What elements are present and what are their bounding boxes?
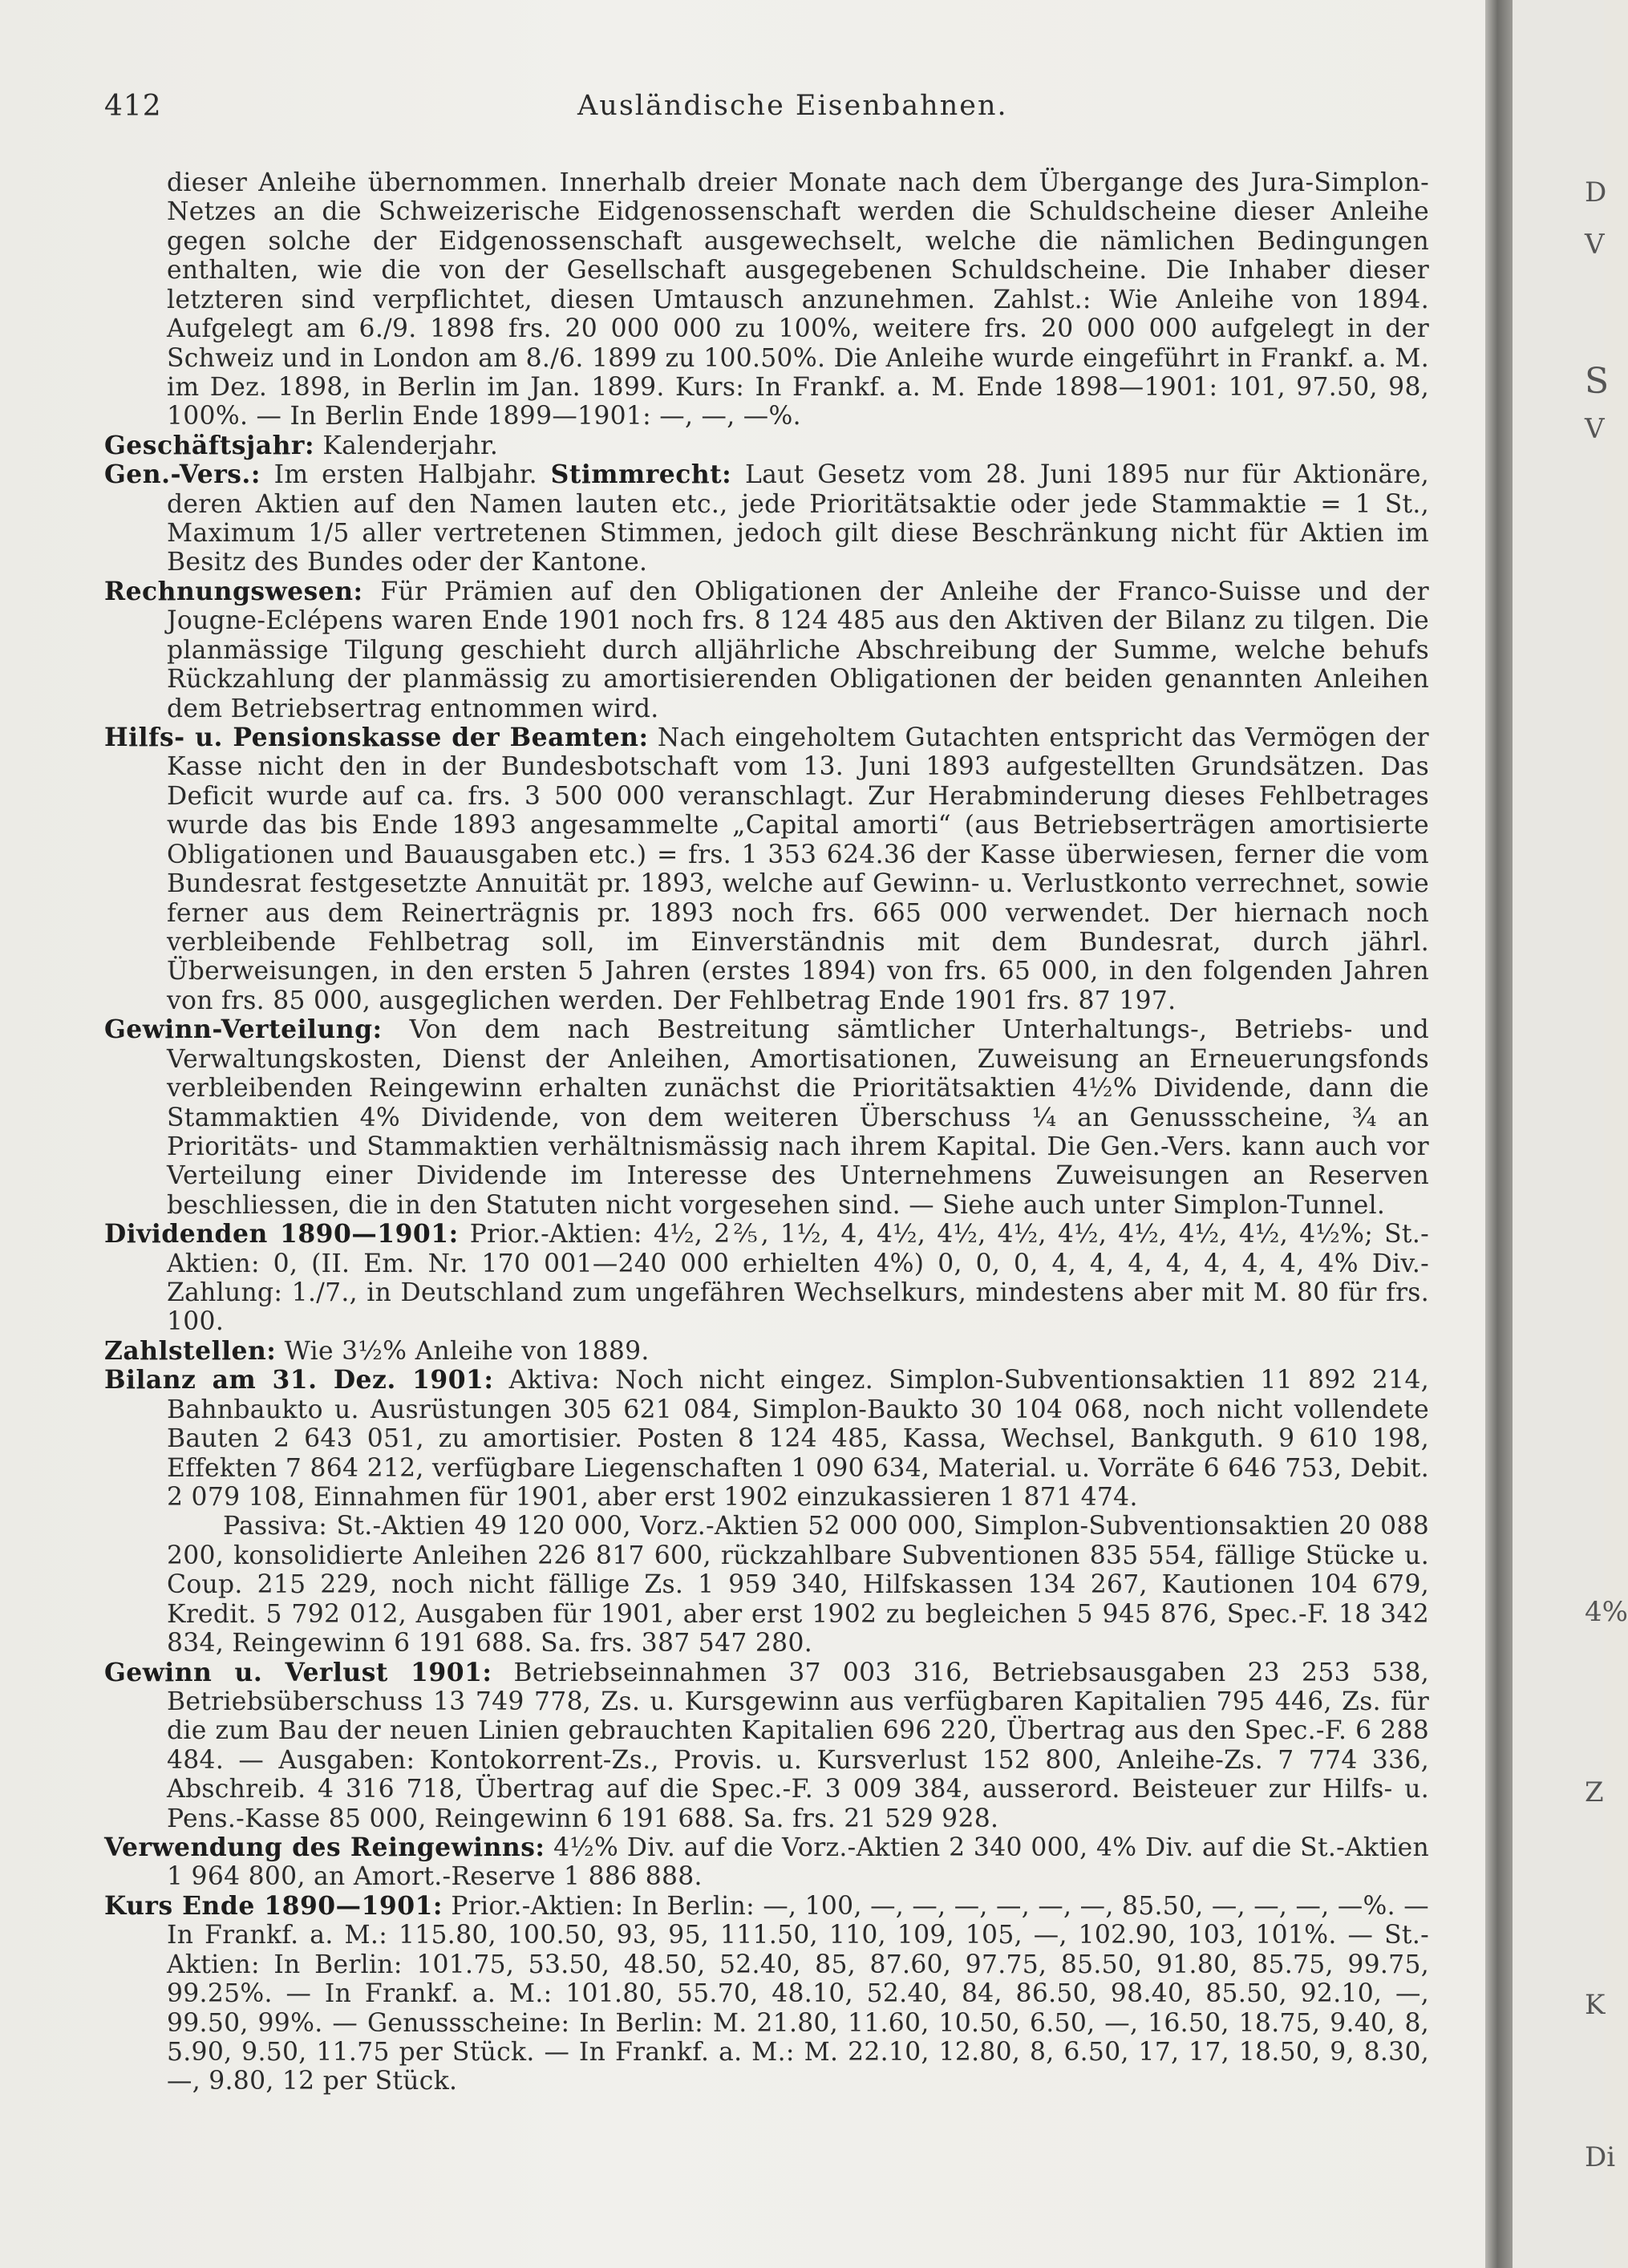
entry-text: Prior.-Aktien: 4½, 2⅖, 1½, 4, 4½, 4½, 4½, 4½, 4½, 4½, 4½, 4½%; St.-Aktien: 0, (II. Em. Nr. 170 001—240 000 erhielten 4%) 0, 0, 0, 4, 4, 4, 4, 4, 4, 4, 4% Div.-Zahlung: 1./7., in Deutschland zum ungefähren Wechselkurs, mindestens aber mit M. 80 für frs. 100. bbox=[167, 1220, 1430, 1337]
entry-label: Gen.-Vers.: bbox=[104, 460, 261, 490]
entry-text: Für Prämien auf den Obligationen der Anleihe der Franco-Suisse und der Jougne-Eclépens waren Ende 1901 noch frs. 8 124 485 aus den Aktiven der Bilanz zu tilgen. Die planmässige Tilgung geschieht durch alljährliche Abschreibung der Summe, welche behufs Rückzahlung der planmässig zu amortisierenden Obligationen der beiden genannten Anleihen dem Betriebsertrag entnommen wird. bbox=[167, 577, 1429, 723]
next-page-fragment: V bbox=[1585, 413, 1605, 445]
entry-bilanz-aktiva bbox=[104, 1366, 1429, 1512]
entry-label: Hilfs- u. Pensionskasse der Beamten: bbox=[104, 723, 649, 753]
entry-label: Geschäftsjahr: bbox=[104, 431, 315, 460]
entry-rechnungswesen bbox=[104, 577, 1429, 723]
entry-label: Rechnungswesen: bbox=[104, 577, 363, 606]
entry-zahlstellen bbox=[104, 1337, 1429, 1366]
next-page-fragment: Di bbox=[1585, 2141, 1616, 2173]
entry-label: Gewinn-Verteilung: bbox=[104, 1015, 383, 1045]
entry-kurs bbox=[104, 1892, 1429, 2096]
entry-verwendung bbox=[104, 1833, 1429, 1892]
entry-label: Kurs Ende 1890—1901: bbox=[104, 1891, 443, 1921]
entry-label: Zahlstellen: bbox=[104, 1336, 277, 1366]
entry-text: Wie 3½% Anleihe von 1889. bbox=[276, 1336, 650, 1366]
entry-bilanz-passiva bbox=[104, 1512, 1429, 1658]
entry-gewinn-verteilung bbox=[104, 1015, 1429, 1220]
continuation-paragraph: dieser Anleihe übernommen. Innerhalb dreier Monate nach dem Übergange des Jura-Simplon-Netzes an die Schweizerische Eidgenossenschaft werden die Schuldscheine dieser Anleihe gegen solche der Eidgenossenschaft ausgewechselt, welche die nämlichen Bedingungen enthalten, wie die von der Gesellschaft ausgegebenen Schuldscheine. Die Inhaber dieser letzteren sind verpflichtet, diesen Umtausch anzunehmen. Zahlst.: Wie Anleihe von 1894. Aufgelegt am 6./9. 1898 frs. 20 000 000 zu 100%, weitere frs. 20 000 000 aufgelegt in der Schweiz und in London am 8./6. 1899 zu 100.50%. Die Anleihe wurde eingeführt in Frankf. a. M. im Dez. 1898, in Berlin im Jan. 1899. Kurs: In Frankf. a. M. Ende 1898—1901: 101, 97.50, 98, 100%. — In Berlin Ende 1899—1901: —, —, —%. bbox=[167, 168, 1429, 431]
entry-gewinn-verlust bbox=[104, 1658, 1429, 1834]
entry-label: Bilanz am 31. Dez. 1901: bbox=[104, 1366, 494, 1395]
next-page-fragment: D bbox=[1585, 176, 1607, 209]
next-page-edge bbox=[1513, 0, 1628, 2268]
book-gutter bbox=[1485, 0, 1513, 2268]
entry-text: Betriebseinnahmen 37 003 316, Betriebsausgaben 23 253 538, Betriebsüberschuss 13 749 778, Zs. u. Kursgewinn aus verfügbaren Kapitalien 795 446, Zs. für die zum Bau der neuen Linien gebrauchten Kapitalien 696 220, Übertrag aus den Spec.-F. 6 288 484. — Ausgaben: Kontokorrent-Zs., Provis. u. Kursverlust 152 800, Anleihe-Zs. 7 774 336, Abschreib. 4 316 718, Übertrag auf die Spec.-F. 3 009 384, ausserord. Beisteuer zur Hilfs- u. Pens.-Kasse 85 000, Reingewinn 6 191 688. Sa. frs. 21 529 928. bbox=[167, 1658, 1429, 1833]
page-number: 412 bbox=[104, 90, 162, 123]
entry-text: Im ersten Halbjahr. bbox=[260, 460, 551, 490]
entry-label: Dividenden 1890—1901: bbox=[104, 1220, 459, 1249]
entry-text: Kalenderjahr. bbox=[314, 431, 499, 460]
entry-pensionskasse bbox=[104, 723, 1429, 1015]
next-page-fragment: 4% bbox=[1585, 1596, 1628, 1628]
next-page-fragment: K bbox=[1585, 1989, 1606, 2021]
entry-text: Nach eingeholtem Gutachten entspricht das Vermögen der Kasse nicht den in der Bundesbotschaft vom 13. Juni 1893 aufgestellten Grundsätzen. Das Deficit wurde auf ca. frs. 3 500 000 veranschlagt. Zur Herabminderung dieses Fehlbetrages wurde das bis Ende 1893 angesammelte „Capital amorti“ (aus Betriebserträgen amortisierte Obligationen und Bauausgaben etc.) = frs. 1 353 624.36 der Kasse überwiesen, ferner die vom Bundesrat festgesetzte Annuität pr. 1893, welche auf Gewinn- u. Verlustkonto verrechnet, sowie ferner aus dem Reinerträgnis pr. 1893 noch frs. 665 000 verwendet. Der hiernach noch verbleibende Fehlbetrag soll, im Einverständnis mit dem Bundesrat, durch jährl. Überweisungen, in den ersten 5 Jahren (erstes 1894) von frs. 65 000, in den folgenden Jahren von frs. 85 000, ausgeglichen werden. Der Fehlbetrag Ende 1901 frs. 87 197. bbox=[167, 723, 1429, 1015]
page-header bbox=[104, 90, 1428, 130]
next-page-fragment: S bbox=[1585, 361, 1610, 402]
entry-text: Prior.-Aktien: In Berlin: —, 100, —, —, —, —, —, —, 85.50, —, —, —, —%. — In Frankf. a. M.: 115.80, 100.50, 93, 95, 111.50, 110, 109, 105, —, 102.90, 103, 101%. — St.-Aktien: In Berlin: 101.75, 53.50, 48.50, 52.40, 85, 87.60, 97.75, 85.50, 91.80, 85.75, 99.75, 99.25%. — In Frankf. a. M.: 101.80, 55.70, 48.10, 52.40, 84, 86.50, 98.40, 85.50, 92.10, —, 99.50, 99%. — Genussscheine: In Berlin: M. 21.80, 11.60, 10.50, 6.50, —, 16.50, 18.75, 9.40, 8, 5.90, 9.50, 11.75 per Stück. — In Frankf. a. M.: M. 22.10, 12.80, 8, 6.50, 17, 17, 18.50, 9, 8.30, —, 9.80, 12 per Stück. bbox=[167, 1891, 1429, 2096]
body-text bbox=[104, 168, 1429, 2096]
next-page-fragment: Z bbox=[1585, 1776, 1604, 1808]
entry-text: 4½% Div. auf die Vorz.-Aktien 2 340 000, 4% Div. auf die St.-Aktien 1 964 800, an Amort.-Reserve 1 886 888. bbox=[167, 1833, 1430, 1892]
entry-dividenden bbox=[104, 1220, 1429, 1337]
entry-label-stimmrecht: Stimmrecht: bbox=[550, 460, 732, 490]
entry-geschaeftsjahr bbox=[104, 431, 1429, 460]
entry-text: Aktiva: Noch nicht eingez. Simplon-Subventionsaktien 11 892 214, Bahnbaukto u. Ausrüstungen 305 621 084, Simplon-Baukto 30 104 068, noch nicht vollendete Bauten 2 643 051, zu amortisier. Posten 8 124 485, Kassa, Wechsel, Bankguth. 9 610 198, Effekten 7 864 212, verfügbare Liegenschaften 1 090 634, Material. u. Vorräte 6 646 753, Debit. 2 079 108, Einnahmen für 1901, aber erst 1902 einzukassieren 1 871 474. bbox=[167, 1366, 1430, 1512]
entry-text: Passiva: St.-Aktien 49 120 000, Vorz.-Aktien 52 000 000, Simplon-Subventionsaktien 20 088 200, konsolidierte Anleihen 226 817 600, rückzahlbare Subventionen 835 554, fällige Stücke u. Coup. 215 229, noch nicht fällige Zs. 1 959 340, Hilfskassen 134 267, Kautionen 104 679, Kredit. 5 792 012, Ausgaben für 1901, aber erst 1902 zu begleichen 5 945 876, Spec.-F. 18 342 834, Reingewinn 6 191 688. Sa. frs. 387 547 280. bbox=[167, 1512, 1429, 1658]
entry-gen-vers bbox=[104, 460, 1429, 577]
entry-text-stimmrecht: Laut Gesetz vom 28. Juni 1895 nur für Aktionäre, deren Aktien auf den Namen lauten etc., jede Prioritätsaktie oder jede Stammaktie = 1 St., Maximum 1/5 aller vertretenen Stimmen, jedoch gilt diese Beschränkung nicht für Aktien im Besitz des Bundes oder der Kantone. bbox=[167, 460, 1429, 577]
entry-label: Gewinn u. Verlust 1901: bbox=[104, 1658, 492, 1687]
entry-text: Von dem nach Bestreitung sämtlicher Unterhaltungs-, Betriebs- und Verwaltungskosten, Dienst der Anleihen, Amortisationen, Zuweisung an Erneuerungsfonds verbleibenden Reingewinn erhalten zunächst die Prioritätsaktien 4½% Dividende, dann die Stammaktien 4% Dividende, von dem weiteren Überschuss ¼ an Genussscheine, ¾ an Prioritäts- und Stammaktien verhältnismässig nach ihrem Kapital. Die Gen.-Vers. kann auch vor Verteilung einer Dividende im Interesse des Unternehmens Zuweisungen an Reserven beschliessen, die in den Statuten nicht vorgesehen sind. — Siehe auch unter Simplon-Tunnel. bbox=[167, 1015, 1429, 1220]
next-page-fragment: V bbox=[1585, 229, 1605, 261]
running-title: Ausländische Eisenbahnen. bbox=[577, 90, 1008, 122]
entry-label: Verwendung des Reingewinns: bbox=[104, 1833, 545, 1863]
